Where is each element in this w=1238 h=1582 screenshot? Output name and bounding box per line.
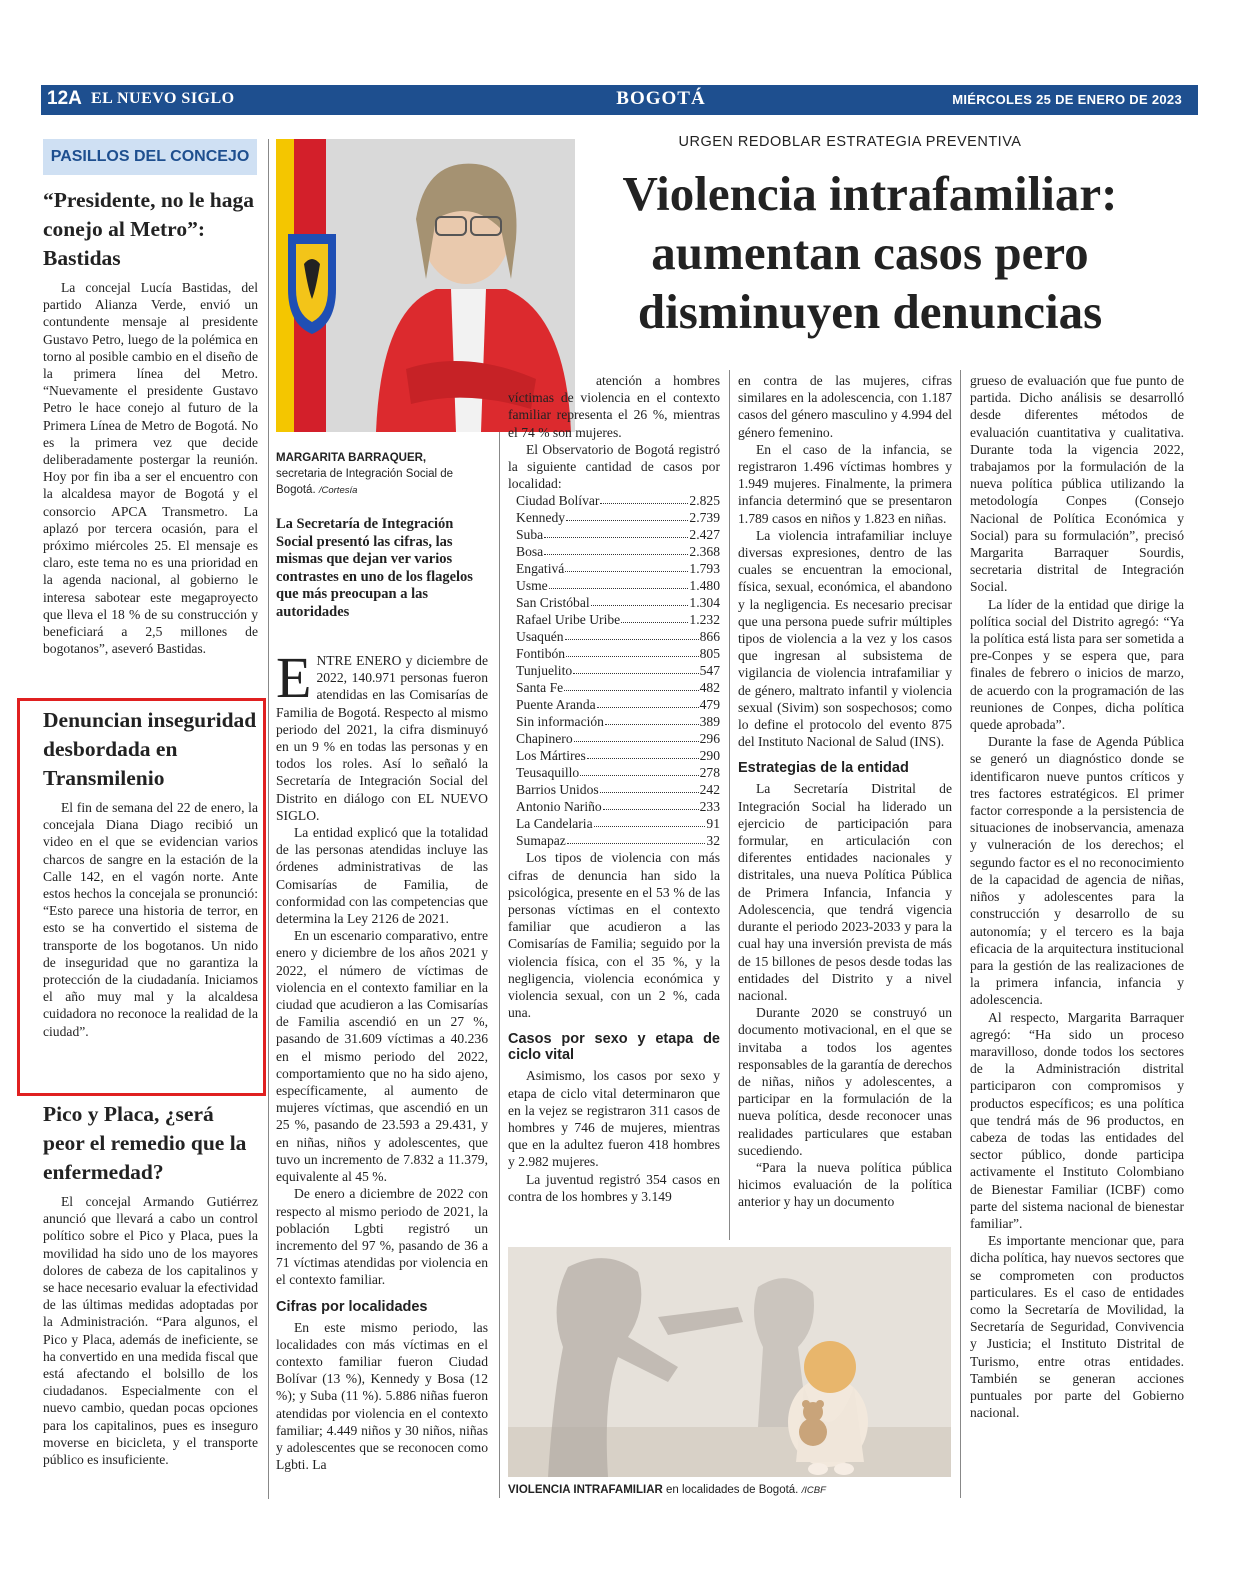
paragraph: La líder de la entidad que dirige la política social del Distrito agregó: “Ya la política está lista para ser sometida a pre-Conpes y se espera que, para finales de febrero o inicios de marzo, de acuerdo con la programación de las reuniones de Conpes, dicha política quede aprobada”. bbox=[970, 596, 1184, 733]
caption-credit: /ICBF bbox=[801, 1485, 826, 1496]
sidebar-item-body: La concejal Lucía Bastidas, del partido Alianza Verde, envió un contundente mensaje al presidente Gustavo Petro, luego de la polémica en torno al posible cambio en el diseño de la primera línea del Metro. “Nuevamente el presidente Gustavo Petro le hace conejo al futuro de la Primera Línea de Metro de Bogotá. No es la primera vez que decide deliberadamente postergar la reunión. Hoy por fin iba a ser el encuentro con la alcaldesa mayor de Bogotá y el consorcio APCA Transmetro. La aplazó por tercera ocasión, para el próximo miércoles 25. El mensaje es claro, este tema no es una prioridad en la agenda nacional, al gobierno le interesa sabotear este megaproyecto que lleva el 18 % de su construcción y beneficiará a 2,5 millones de bogotanos”, aseveró Bastidas. bbox=[43, 280, 258, 657]
paragraph: “Para la nueva política pública hicimos evaluación de la política anterior y hay un documento bbox=[738, 1159, 952, 1210]
caption-name: MARGARITA BARRAQUER, bbox=[276, 452, 427, 464]
sidebar-item-body: El fin de semana del 22 de enero, la concejala Diana Diago recibió un video en el que se evidencian varios charcos de sangre en la estación de la Calle 142, en el vagón norte. Ante estos hechos la concejala se pronunció: “Esto parece una historia de terror, en esto se ha convertido el sistema de transporte de los bogotanos. Un nido de inseguridad que no garantiza la protección de la ciudadanía. Iniciamos el año muy mal y la alcaldesa cuidadora no reconoce la realidad de la ciudad”. bbox=[43, 800, 258, 1039]
paragraph: El Observatorio de Bogotá registró la siguiente cantidad de casos por localidad: bbox=[508, 441, 720, 492]
list-item: Tunjuelito 547 bbox=[516, 663, 720, 679]
list-item: Fontibón 805 bbox=[516, 646, 720, 662]
list-item: Engativá 1.793 bbox=[516, 561, 720, 577]
subheading: Casos por sexo y etapa de ciclo vital bbox=[508, 1031, 720, 1064]
list-item: Barrios Unidos 242 bbox=[516, 782, 720, 798]
list-item: La Candelaria 91 bbox=[516, 816, 720, 832]
sidebar-item-body: El concejal Armando Gutiérrez anunció que llevará a cabo un control político sobre el Pico y Placa, pues la movilidad ha sido uno de los mayores dolores de cabeza de los capitalinos y se hace necesario evaluar la efectividad de las últimas medidas adoptadas por la Administración. “Para algunos, el Pico y Placa, además de ineficiente, se ha convertido en una medida fiscal que está afectando el bolsillo de los ciudadanos. Especialmente con el nuevo cambio, quedan pocas opciones para los capitalinos, pues es inseguro moverse en bicicleta, y el transporte público es insuficiente. bbox=[43, 1194, 258, 1468]
paragraph: Asimismo, los casos por sexo y etapa de ciclo vital determinaron que en la vejez se registraron 311 casos de hombres y 746 de mujeres, mientras que en la adultez fueron 418 hombres y 2.982 mujeres. bbox=[508, 1068, 720, 1170]
list-item: Suba 2.427 bbox=[516, 527, 720, 543]
article-headline: Violencia intrafamiliar: aumentan casos pero disminuyen denuncias bbox=[622, 166, 1118, 339]
list-item: Usaquén 866 bbox=[516, 629, 720, 645]
caption-text: en localidades de Bogotá. bbox=[666, 1484, 799, 1496]
column-rule bbox=[729, 370, 730, 1240]
subheading: Estrategias de la entidad bbox=[738, 760, 909, 777]
paragraph: Durante 2020 se construyó un documento motivacional, en el que se invitaba a todos los agentes responsables de la garantía de derechos de niñas, niños y adolescentes, a participar en la formulación de la nueva política, desde reconocer unas realidades particulares que estaban sucediendo. bbox=[738, 1005, 953, 1158]
page-header bbox=[41, 85, 1198, 115]
column-rule bbox=[499, 370, 500, 1498]
paragraph: La Secretaría Distrital de Integración Social ha liderado un ejercicio de participación para formular, en articulación con diferentes entidades nacionales y distritales, una nueva Política Pública de Primera Infancia, Infancia y Adolescencia, que tendrá vigencia durante el periodo 2023-2033 y para la cual hay una inversión prevista de más de 15 billones de pesos desde todas las entidades del Distrito y a nivel nacional. bbox=[738, 781, 952, 1003]
photo-caption bbox=[276, 450, 486, 499]
list-item: Usme 1.480 bbox=[516, 578, 720, 594]
paragraph: En este mismo periodo, las localidades con más víctimas en el contexto familiar fueron Ciudad Bolívar (13 %), Kennedy y Bosa (12 %); y Suba (11 %). 5.886 niñas fueron atendidas por violencia en el contexto familiar; 4.449 niños y 30 niños, niñas y adolescentes que se reconocen como Lgbti. La bbox=[276, 1319, 488, 1473]
article-column-2 bbox=[508, 372, 720, 1205]
caption-credit: /Cortesía bbox=[318, 485, 358, 496]
sidebar-item bbox=[43, 706, 258, 1040]
sidebar-item-title: “Presidente, no le haga conejo al Metro”: Bastidas bbox=[43, 188, 255, 270]
paragraph: En un escenario comparativo, entre enero y diciembre de los años 2021 y 2022, el número de víctimas de violencia en el contexto familiar en la ciudad que acudieron a las Comisarías de Familia ascendió en un 27 %, pasando de 31.609 víctimas a 40.236 en el mismo periodo del 2022, comportamiento que no ha sido ajeno, específicamente, al aumento de mujeres víctimas, que ascendió en un 25 %, pasando de 23.593 a 29.431, y en niñas, niños y adolescentes, que tuvo un incremento de 7.832 a 11.379, equivalente al 45 %. bbox=[276, 928, 488, 1185]
section-tag: PASILLOS DEL CONCEJO bbox=[43, 139, 257, 175]
paragraph: Durante la fase de Agenda Pública se generó un diagnóstico donde se identificaron nueve puntos críticos y tres factores estratégicos. El primer factor corresponde a la persistencia de situaciones de inobservancia, amenaza y vulneración de los derechos; el segundo factor es el no reconocimiento de la capacidad de agencia de niñas, niños y adolescentes para la construcción y desarrollo de su autonomía; y el tercero es la baja eficacia de la arquitectura institucional para la gestión de las realizaciones de la primera infancia, infancia y adolescencia. bbox=[970, 734, 1184, 1008]
paragraph: atención a hombres víctimas de violencia en el contexto familiar representa el 26 %, mientras el 74 % son mujeres. bbox=[508, 373, 720, 440]
paragraph: Los tipos de violencia con más cifras de denuncia han sido la psicológica, presente en el 53 % de las personas víctimas en el contexto familiar que acudieron a las Comisarías de Familia; seguido por la violencia física, con el 35 %, y la negligencia, violencia económica y violencia sexual, con un 2 %, cada una. bbox=[508, 850, 720, 1021]
sidebar-item-title: Pico y Placa, ¿será peor el remedio que la enfermedad? bbox=[43, 1102, 247, 1184]
paragraph: En el caso de la infancia, se registraron 1.496 víctimas hombres y 1.949 mujeres. Finalmente, la primera infancia determinó que se presentaron 1.789 casos en niños y 1.823 en niñas. bbox=[738, 441, 952, 526]
paragraph: Es importante mencionar que, para dicha política, hay nuevos sectores que se comprometen con productos particulares. Es el caso de entidades como la Secretaría de Movilidad, la Secretaría de Seguridad, Convivencia y Justicia; el Instituto Distrital de Turismo, entre otras entidades. También se generan acciones puntuales por parte del Gobierno nacional. bbox=[970, 1233, 1184, 1421]
paragraph: La juventud registró 354 casos en contra de los hombres y 3.149 bbox=[508, 1171, 720, 1204]
column-rule bbox=[960, 370, 961, 1498]
drop-cap: E bbox=[276, 645, 312, 710]
article-lead: La Secretaría de Integración Social presentó las cifras, las mismas que dejan ver varios contrastes en uno de los flagelos que más preocupan a las autoridades bbox=[276, 516, 473, 620]
article-column-4 bbox=[970, 372, 1184, 1421]
section-name: BOGOTÁ bbox=[616, 88, 706, 109]
photo-caption bbox=[508, 1484, 951, 1496]
list-item: Los Mártires 290 bbox=[516, 748, 720, 764]
caption-role: secretaria de Integración Social de Bogotá. bbox=[276, 468, 454, 496]
article-column-1 bbox=[276, 645, 488, 1473]
child-shadow-illustration bbox=[508, 1247, 951, 1477]
paper-name: EL NUEVO SIGLO bbox=[91, 90, 235, 107]
list-item: Sin información 389 bbox=[516, 714, 720, 730]
caption-bold: VIOLENCIA INTRAFAMILIAR bbox=[508, 1484, 663, 1496]
locality-list bbox=[508, 492, 720, 849]
list-item: Rafael Uribe Uribe 1.232 bbox=[516, 612, 720, 628]
list-item: Santa Fe 482 bbox=[516, 680, 720, 696]
sidebar-item bbox=[43, 1100, 258, 1468]
list-item: Sumapaz 32 bbox=[516, 833, 720, 849]
article-kicker: URGEN REDOBLAR ESTRATEGIA PREVENTIVA bbox=[678, 134, 1022, 150]
list-item: Puente Aranda 479 bbox=[516, 697, 720, 713]
column-rule bbox=[268, 139, 269, 1499]
paragraph: NTRE ENERO y diciembre de 2022, 140.971 personas fueron atendidas en las Comisarías de Familia de Bogotá. Respecto al mismo periodo del 2021, la cifra disminuyó en un 9 % en todas las personas y en todos los roles. Así lo señaló la Secretaría de Integración Social del Distrito en diálogo con EL NUEVO SIGLO. bbox=[276, 653, 488, 823]
paragraph: Al respecto, Margarita Barraquer agregó: “Ha sido un proceso maravilloso, donde todos los sectores de la Administración distrital participaron con compromisos y productos específicos; es una política que tendrá más de 96 productos, en cabeza de todas las entidades del sector público, donde participa activamente el Instituto Colombiano de Bienestar Familiar (ICBF) como parte del sistema nacional de bienestar familiar”. bbox=[970, 1009, 1184, 1231]
list-item: Kennedy 2.739 bbox=[516, 510, 720, 526]
subheading: Cifras por localidades bbox=[276, 1298, 428, 1315]
sidebar-item-title: Denuncian inseguridad desbordada en Transmilenio bbox=[43, 708, 257, 790]
list-item: Ciudad Bolívar 2.825 bbox=[516, 493, 720, 509]
paragraph: La entidad explicó que la totalidad de las personas atendidas incluye las órdenes administrativas de las Comisarías de Familia, de conformidad con las competencias que determina la Ley 2126 de 2021. bbox=[276, 825, 488, 927]
list-item: San Cristóbal 1.304 bbox=[516, 595, 720, 611]
paragraph: La violencia intrafamiliar incluye diversas expresiones, dentro de las cuales se encuentran la emocional, física, sexual, económica, el abandono y la negligencia. Es necesario precisar que una persona puede sufrir múltiples tipos de violencia a la vez y los casos que ingresan al subsistema de vigilancia de violencia intrafamiliar y de género, maltrato infantil y violencia sexual (Sivim) son sospechosos; como lo define el protocolo del evento 875 del Instituto Nacional de Salud (INS). bbox=[738, 527, 952, 750]
sidebar-item bbox=[43, 186, 258, 657]
page-number: 12A bbox=[47, 88, 82, 109]
list-item: Teusaquillo 278 bbox=[516, 765, 720, 781]
paragraph: grueso de evaluación que fue punto de partida. Dicho análisis se desarrolló desde diferentes métodos de evaluación cuantitativa y cualitativa. Durante toda la vigencia 2022, trabajamos por la formulación de la nueva política pública utilizando la metodología Conpes (Consejo Nacional de Política Económica y Social) para su formulación”, precisó Margarita Barraquer Sourdis, secretaria distrital de Integración Social. bbox=[970, 373, 1184, 595]
list-item: Antonio Nariño 233 bbox=[516, 799, 720, 815]
article-photo bbox=[508, 1247, 951, 1477]
issue-date: MIÉRCOLES 25 DE ENERO DE 2023 bbox=[952, 92, 1182, 107]
article-column-3 bbox=[738, 372, 952, 1211]
paragraph: De enero a diciembre de 2022 con respecto al mismo periodo de 2021, la población Lgbti registró un incremento del 97 %, pasando de 36 a 71 víctimas atendidas por violencia en el contexto familiar. bbox=[276, 1186, 488, 1288]
list-item: Chapinero 296 bbox=[516, 731, 720, 747]
paragraph: en contra de las mujeres, cifras similares en la adolescencia, con 1.187 casos del género masculino y 4.994 del género femenino. bbox=[738, 373, 952, 440]
list-item: Bosa 2.368 bbox=[516, 544, 720, 560]
